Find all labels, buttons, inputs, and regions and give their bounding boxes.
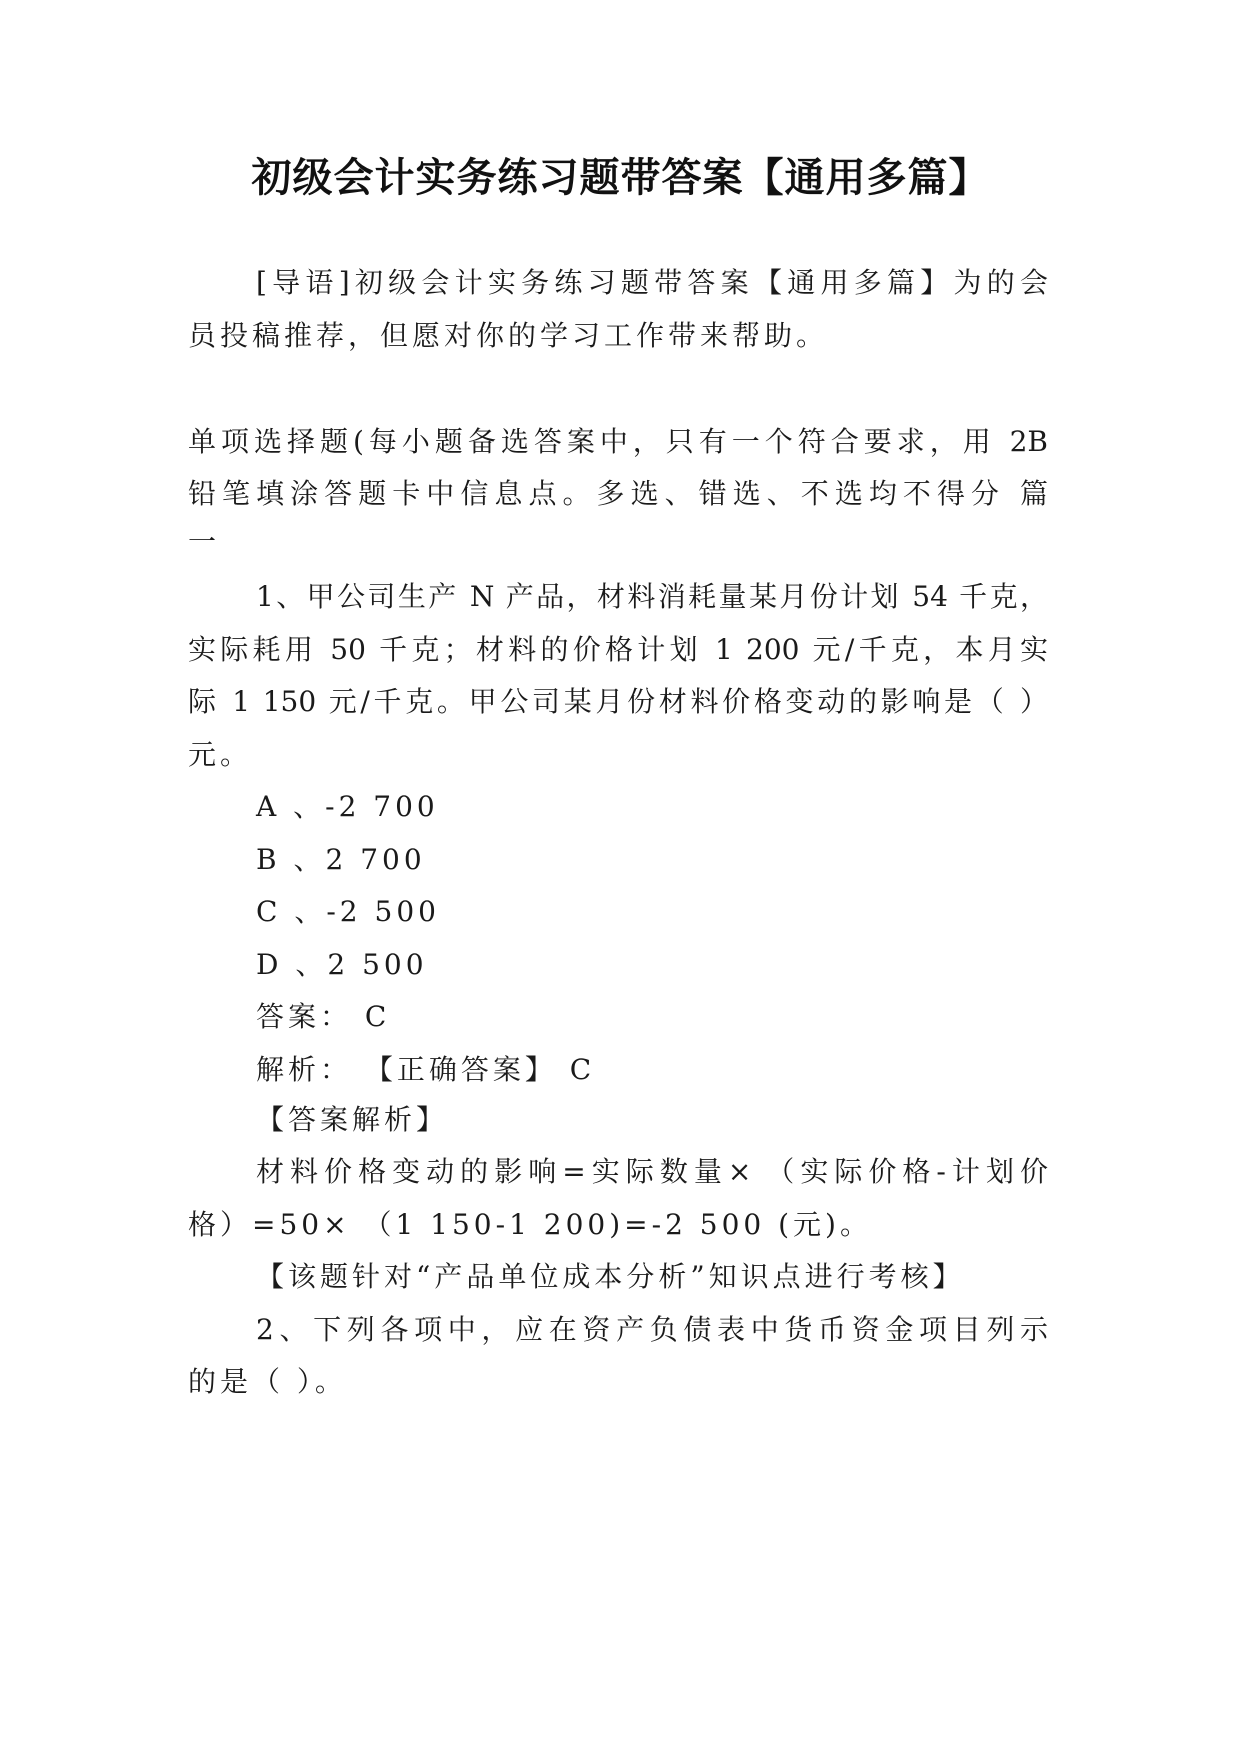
explanation-line-1: 材料价格变动的影响=实际数量× （实际价格-计划价	[256, 1155, 1048, 1188]
option-a: A 、-2 700	[256, 790, 439, 823]
explanation-heading: 【答案解析】	[256, 1103, 449, 1136]
question1-stem-line-4: 元。	[188, 738, 253, 771]
intro-line-2: 员投稿推荐，但愿对你的学习工作带来帮助。	[188, 319, 829, 352]
question1-stem-line-1: 1、甲公司生产 N 产品，材料消耗量某月份计划 54 千克，	[256, 580, 1048, 613]
explanation-line-2: 格）=50× （1 150-1 200)=-2 500 (元)。	[188, 1208, 872, 1241]
knowledge-point: 【该题针对“产品单位成本分析”知识点进行考核】	[256, 1260, 965, 1293]
option-d: D 、2 500	[256, 948, 428, 981]
answer-line: 答案： C	[256, 1000, 391, 1033]
page-title: 初级会计实务练习题带答案【通用多篇】	[251, 155, 990, 201]
intro-line-1: [导语]初级会计实务练习题带答案【通用多篇】为的会	[256, 266, 1048, 299]
question2-stem-line-1: 2、下列各项中，应在资产负债表中货币资金项目列示	[256, 1313, 1048, 1346]
section-heading-line-3: 一	[188, 525, 221, 558]
question1-stem-line-3: 际 1 150 元/千克。甲公司某月份材料价格变动的影响是（ ）	[188, 685, 1048, 718]
option-b: B 、2 700	[256, 843, 426, 876]
question1-stem-line-2: 实际耗用 50 千克；材料的价格计划 1 200 元/千克，本月实	[188, 633, 1048, 666]
section-heading-line-1: 单项选择题(每小题备选答案中，只有一个符合要求，用 2B	[188, 425, 1048, 458]
section-heading-line-2: 铅笔填涂答题卡中信息点。多选、错选、不选均不得分 篇	[188, 477, 1048, 510]
analysis-label: 解析： 【正确答案】 C	[256, 1053, 596, 1086]
option-c: C 、-2 500	[256, 895, 440, 928]
question2-stem-line-2: 的是（ ）。	[188, 1365, 347, 1398]
